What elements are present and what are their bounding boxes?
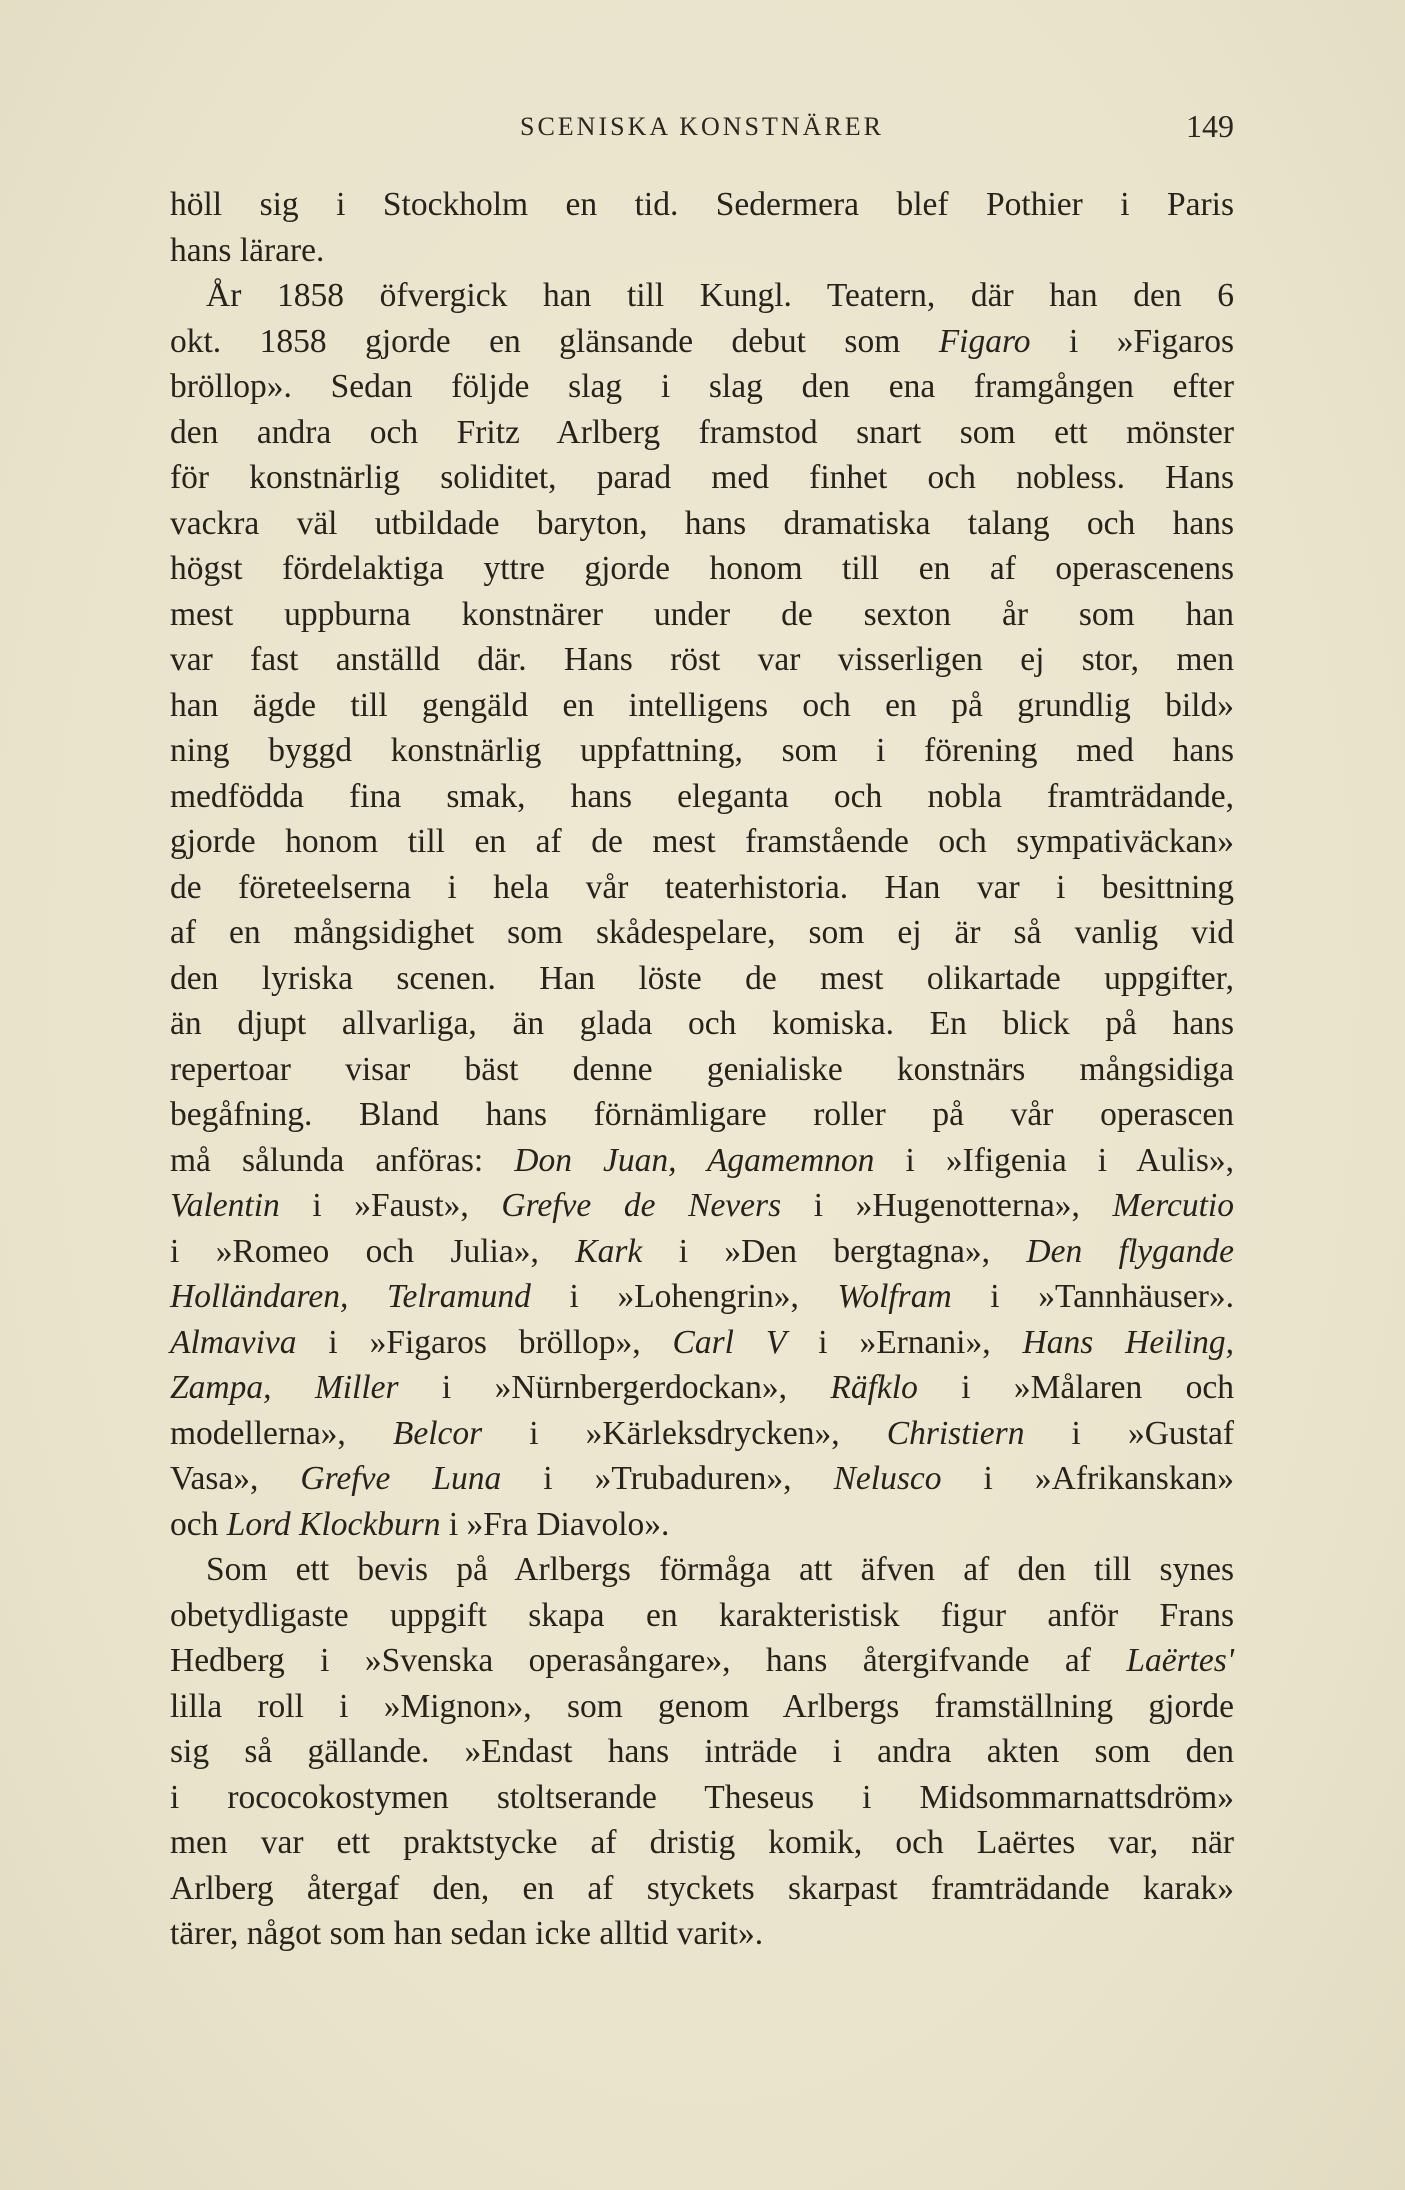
text-segment: mest uppburna konstnärer under de sexton år som han — [170, 595, 1234, 633]
text-line — [170, 1911, 1234, 1957]
italic-text: Christiern — [886, 1414, 1025, 1452]
text-line — [170, 956, 1234, 1002]
body-text — [170, 182, 1234, 1957]
text-segment: af en mångsidighet som skådespelare, som ej är så vanlig vid — [170, 914, 1234, 951]
text-line — [170, 683, 1234, 729]
text-segment: i »Den bergtagna», — [642, 1232, 1027, 1270]
text-segment: i »Lohengrin», — [530, 1278, 838, 1315]
text-segment: men var ett praktstycke af dristig komik, och Laërtes var, när — [170, 1824, 1234, 1861]
text-segment: i »Gustaf — [1024, 1414, 1235, 1452]
text-segment: Hedberg i »Svenska operasångare», hans återgifvande af — [170, 1642, 1127, 1679]
text-line — [170, 1684, 1234, 1730]
text-line — [170, 1775, 1234, 1821]
text-line — [170, 819, 1234, 865]
text-segment: okt. 1858 gjorde en glänsande debut som — [170, 322, 939, 360]
italic-text: Holländaren, Telramund — [170, 1278, 531, 1315]
italic-text: Kark — [575, 1232, 643, 1270]
text-segment: i »Romeo och Julia», — [170, 1232, 576, 1270]
text-segment: i »Figaros — [1030, 322, 1234, 360]
text-segment: må sålunda anföras: — [170, 1141, 515, 1179]
text-segment: i »Afrikanskan» — [941, 1460, 1234, 1497]
text-segment: i »Hugenotterna», — [781, 1187, 1113, 1224]
text-segment: Arlberg återgaf den, en af styckets skarpast framträdande karak» — [170, 1869, 1234, 1907]
text-segment: i »Ernani», — [786, 1323, 1023, 1361]
text-segment: den andra och Fritz Arlberg framstod snart som ett mönster — [170, 413, 1234, 451]
text-line — [170, 865, 1234, 911]
text-line — [170, 592, 1234, 638]
text-line — [170, 1274, 1234, 1320]
italic-text: Wolfram — [837, 1278, 952, 1315]
text-segment: i »Figaros bröllop», — [296, 1323, 673, 1361]
text-segment: obetydligaste uppgift skapa en karakteristisk figur anför Frans — [170, 1596, 1234, 1634]
text-line — [170, 546, 1234, 592]
text-segment: den lyriska scenen. Han löste de mest olikartade uppgifter, — [170, 959, 1234, 997]
italic-text: Grefve Luna — [300, 1460, 502, 1497]
text-line — [170, 182, 1234, 228]
text-segment: medfödda fina smak, hans eleganta och nobla framträdande, — [170, 777, 1234, 815]
text-segment: var fast anställd där. Hans röst var visserligen ej stor, men — [170, 641, 1234, 678]
text-line — [170, 1502, 1234, 1548]
text-segment: än djupt allvarliga, än glada och komiska. En blick på hans — [170, 1005, 1234, 1042]
text-segment: i »Fra Diavolo». — [440, 1505, 670, 1543]
text-segment: i »Målaren och — [917, 1369, 1234, 1406]
running-title: SCENISKA KONSTNÄRER — [520, 112, 884, 141]
text-line — [170, 1138, 1234, 1184]
text-segment: lilla roll i »Mignon», som genom Arlbergs framställning gjorde — [170, 1687, 1234, 1725]
text-line — [170, 1092, 1234, 1138]
italic-text: Belcor — [392, 1414, 483, 1452]
text-segment: i »Faust», — [279, 1187, 502, 1224]
italic-text: Zampa, Miller — [170, 1369, 399, 1406]
text-segment: för konstnärlig soliditet, parad med finhet och nobless. Hans — [170, 459, 1234, 496]
text-segment: hans lärare. — [170, 231, 325, 269]
italic-text: Figaro — [938, 322, 1031, 360]
text-segment: År 1858 öfvergick han till Kungl. Teatern, där han den 6 — [206, 277, 1234, 314]
italic-text: Den flygande — [1026, 1232, 1235, 1270]
running-head — [170, 104, 1234, 158]
italic-text: Mercutio — [1112, 1187, 1234, 1224]
text-line — [170, 273, 1234, 319]
text-line — [170, 1365, 1234, 1411]
italic-text: Valentin — [170, 1187, 280, 1224]
italic-text: Almaviva — [170, 1323, 297, 1361]
text-segment: Som ett bevis på Arlbergs förmåga att äfven af den till synes — [206, 1551, 1234, 1588]
text-line — [170, 1411, 1234, 1457]
text-segment: modellerna», — [170, 1414, 393, 1452]
text-segment: repertoar visar bäst denne genialiske konstnärs mångsidiga — [170, 1050, 1234, 1088]
text-line — [170, 1047, 1234, 1093]
text-line — [170, 364, 1234, 410]
text-segment: i »Kärleksdrycken», — [482, 1414, 887, 1452]
text-segment: tärer, något som han sedan icke alltid varit». — [170, 1915, 764, 1952]
italic-text: Laërtes' — [1126, 1642, 1234, 1679]
text-segment: han ägde till gengäld en intelligens och en på grundlig bild» — [170, 686, 1234, 724]
text-line — [170, 319, 1234, 365]
page-number: 149 — [1186, 108, 1234, 144]
text-line — [170, 1320, 1234, 1366]
text-line — [170, 910, 1234, 956]
text-line — [170, 1866, 1234, 1912]
text-segment: vackra väl utbildade baryton, hans dramatiska talang och hans — [170, 504, 1234, 542]
text-segment: ning byggd konstnärlig uppfattning, som i förening med hans — [170, 732, 1234, 769]
text-line — [170, 1820, 1234, 1866]
text-line — [170, 1729, 1234, 1775]
text-line — [170, 410, 1234, 456]
text-line — [170, 501, 1234, 547]
text-line — [170, 455, 1234, 501]
text-segment: de företeelserna i hela vår teaterhistoria. Han var i besittning — [170, 868, 1234, 906]
text-line — [170, 774, 1234, 820]
text-segment: Vasa», — [170, 1460, 301, 1497]
italic-text: Hans Heiling, — [1022, 1323, 1234, 1361]
italic-text: Nelusco — [833, 1460, 942, 1497]
text-segment: i »Tannhäuser». — [951, 1278, 1234, 1315]
italic-text: Don Juan, Agamemnon — [514, 1141, 875, 1179]
text-segment: i »Nürnbergerdockan», — [398, 1369, 831, 1406]
italic-text: Grefve de Nevers — [501, 1187, 782, 1224]
text-line — [170, 228, 1234, 274]
text-segment: och — [170, 1505, 227, 1543]
text-line — [170, 1183, 1234, 1229]
text-line — [170, 1547, 1234, 1593]
text-segment: i »Trubaduren», — [501, 1460, 834, 1497]
text-segment: höll sig i Stockholm en tid. Sedermera blef Pothier i Paris — [170, 186, 1234, 223]
text-segment: gjorde honom till en af de mest framstående och sympativäckan» — [170, 823, 1234, 860]
text-segment: i rococokostymen stoltserande Theseus i Midsommarnattsdröm» — [170, 1778, 1234, 1816]
text-line — [170, 1001, 1234, 1047]
italic-text: Carl V — [672, 1323, 787, 1361]
text-segment: i »Ifigenia i Aulis», — [874, 1141, 1234, 1179]
text-line — [170, 728, 1234, 774]
text-line — [170, 1638, 1234, 1684]
text-segment: sig så gällande. »Endast hans inträde i andra akten som den — [170, 1733, 1234, 1770]
italic-text: Lord Klockburn — [226, 1505, 441, 1543]
text-segment: begåfning. Bland hans förnämligare roller på vår operascen — [170, 1096, 1234, 1133]
italic-text: Räfklo — [830, 1369, 918, 1406]
text-segment: högst fördelaktiga yttre gjorde honom till en af operascenens — [170, 550, 1234, 587]
text-line — [170, 1593, 1234, 1639]
text-line — [170, 1229, 1234, 1275]
text-segment: bröllop». Sedan följde slag i slag den ena framgången efter — [170, 368, 1234, 405]
text-line — [170, 1456, 1234, 1502]
text-line — [170, 637, 1234, 683]
